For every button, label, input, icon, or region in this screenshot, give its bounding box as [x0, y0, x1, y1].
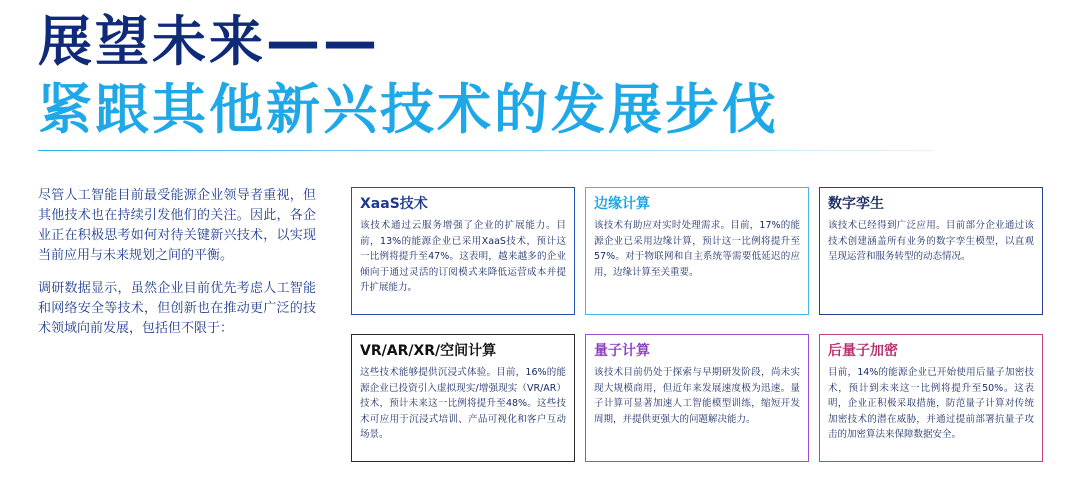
intro-text: [38, 186, 316, 352]
card-xaas: [351, 187, 575, 315]
page-title-line2: 紧跟其他新兴技术的发展步伐: [38, 78, 779, 141]
card-description: 这些技术能够提供沉浸式体验。目前，16%的能源企业已投资引入虚拟现实/增强现实（VR/AR）技术，预计未来这一比例将提升至48%。这些技术可应用于沉浸式培训、产品可视化和客户互动场景。: [360, 367, 566, 440]
intro-paragraph-2: 调研数据显示，虽然企业目前优先考虑人工智能和网络安全等技术，但创新也在推动更广泛的技术领域向前发展，包括但不限于：: [38, 281, 316, 336]
title-divider: [38, 150, 934, 151]
card-title: 数字孪生: [828, 196, 884, 212]
card-description: 目前，14%的能源企业已开始使用后量子加密技术，预计到未来这一比例将提升至50%。这表明，企业正积极采取措施，防范量子计算对传统加密技术的潜在威胁，并通过提前部署抗量子攻击的加密算法来保障数据安全。: [828, 367, 1034, 440]
card-quantum-computing: [585, 334, 809, 462]
intro-paragraph-1: 尽管人工智能目前最受能源企业领导者重视，但其他技术也在持续引发他们的关注。因此，各企业正在积极思考如何对待关键新兴技术，以实现当前应用与未来规划之间的平衡。: [38, 188, 316, 263]
card-title: 边缘计算: [594, 196, 650, 212]
card-title: XaaS技术: [360, 196, 428, 212]
card-title: 量子计算: [594, 343, 650, 359]
card-post-quantum-crypto: [819, 334, 1043, 462]
card-title: 后量子加密: [828, 343, 898, 359]
card-description: 该技术目前仍处于探索与早期研发阶段，尚未实现大规模商用，但近年来发展速度极为迅速。量子计算可显著加速人工智能模型训练，缩短开发周期，并提供更强大的问题解决能力。: [594, 367, 800, 425]
card-description: 该技术有助应对实时处理需求。目前，17%的能源企业已采用边缘计算，预计这一比例将提升至57%。对于物联网和自主系统等需要低延迟的应用，边缘计算至关重要。: [594, 220, 800, 278]
card-description: 该技术已经得到广泛应用。目前部分企业通过该技术创建涵盖所有业务的数字孪生模型，以直观呈现运营和服务转型的动态情况。: [828, 220, 1034, 262]
card-title: VR/AR/XR/空间计算: [360, 343, 497, 359]
card-description: 该技术通过云服务增强了企业的扩展能力。目前，13%的能源企业已采用XaaS技术，预计这一比例将提升至47%。这表明，越来越多的企业倾向于通过灵活的订阅模式来降低运营成本并提升扩展能力。: [360, 220, 566, 293]
card-spatial-computing: [351, 334, 575, 462]
card-digital-twin: [819, 187, 1043, 315]
page-title-line1: 展望未来——: [38, 10, 380, 73]
card-edge-computing: [585, 187, 809, 315]
